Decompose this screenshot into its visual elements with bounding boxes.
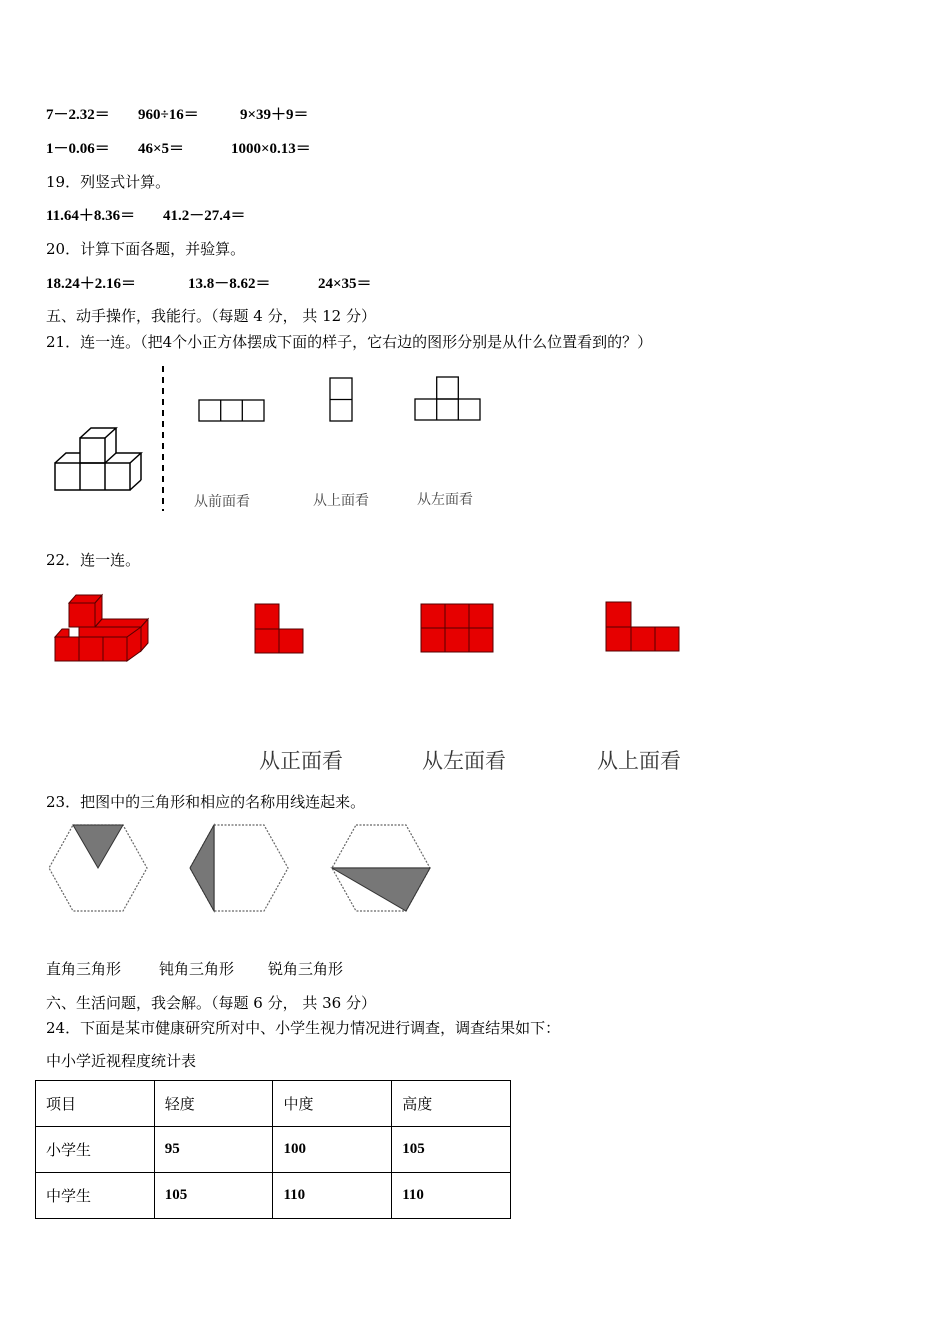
name-acute-triangle: 锐角三角形 <box>268 960 344 978</box>
dashed-divider <box>160 366 166 511</box>
table-cell: 110 <box>273 1173 392 1219</box>
cube-stack-figure <box>50 420 150 495</box>
view-t-shape <box>414 376 482 422</box>
table-header-row <box>36 1081 511 1127</box>
q22-label-front: 从正面看 <box>259 749 343 773</box>
calc-1: 7－2.32＝ <box>46 107 110 123</box>
calc-3: 9×39＋9＝ <box>240 107 309 123</box>
question-20: 20．计算下面各题，并验算。 <box>46 240 246 258</box>
calc-5: 46×5＝ <box>138 141 185 157</box>
table-header-cell: 高度 <box>392 1081 511 1127</box>
q22-label-top: 从上面看 <box>597 749 681 773</box>
table-cell: 105 <box>154 1173 273 1219</box>
section-5-title: 五、动手操作，我能行。（每题 4 分， 共 12 分） <box>46 307 376 325</box>
table-cell: 中学生 <box>36 1173 155 1219</box>
calc-8: 41.2－27.4＝ <box>163 208 246 224</box>
red-rect-six <box>420 603 495 653</box>
view-three-in-row <box>198 399 266 423</box>
myopia-table <box>35 1080 511 1219</box>
red-l-small <box>254 603 306 655</box>
question-24: 24．下面是某市健康研究所对中、小学生视力情况进行调查，调查结果如下： <box>46 1019 561 1037</box>
calc-7: 11.64＋8.36＝ <box>46 208 136 224</box>
hexagon-1 <box>47 823 149 913</box>
question-19: 19．列竖式计算。 <box>46 173 171 191</box>
table-title: 中小学近视程度统计表 <box>46 1052 197 1070</box>
hexagon-2 <box>188 823 290 913</box>
table-cell: 110 <box>392 1173 511 1219</box>
table-header-cell: 项目 <box>36 1081 155 1127</box>
table-cell: 100 <box>273 1127 392 1173</box>
table-cell: 小学生 <box>36 1127 155 1173</box>
section-6-title: 六、生活问题，我会解。（每题 6 分， 共 36 分） <box>46 994 376 1012</box>
table-header-cell: 中度 <box>273 1081 392 1127</box>
table-row <box>36 1127 511 1173</box>
calc-11: 24×35＝ <box>318 276 372 292</box>
table-cell: 95 <box>154 1127 273 1173</box>
name-right-triangle: 直角三角形 <box>46 960 122 978</box>
calc-9: 18.24＋2.16＝ <box>46 276 137 292</box>
view-two-stacked <box>329 377 354 423</box>
calc-4: 1－0.06＝ <box>46 141 110 157</box>
question-21: 21．连一连。（把4个小正方体摆成下面的样子，它右边的图形分别是从什么位置看到的？） <box>46 333 653 351</box>
q22-label-left: 从左面看 <box>422 749 506 773</box>
table-cell: 105 <box>392 1127 511 1173</box>
q21-label-top: 从上面看 <box>313 493 369 509</box>
table-row <box>36 1173 511 1219</box>
q21-label-front: 从前面看 <box>194 494 250 510</box>
calc-10: 13.8－8.62＝ <box>188 276 271 292</box>
table-header-cell: 轻度 <box>154 1081 273 1127</box>
question-22: 22．连一连。 <box>46 551 141 569</box>
name-obtuse-triangle: 钝角三角形 <box>159 960 235 978</box>
q21-label-left: 从左面看 <box>417 492 473 508</box>
calc-6: 1000×0.13＝ <box>231 141 311 157</box>
red-cube-stack <box>52 591 152 663</box>
calc-2: 960÷16＝ <box>138 107 199 123</box>
red-l-long <box>605 601 681 653</box>
question-23: 23．把图中的三角形和相应的名称用线连起来。 <box>46 793 366 811</box>
hexagon-3 <box>330 823 432 913</box>
